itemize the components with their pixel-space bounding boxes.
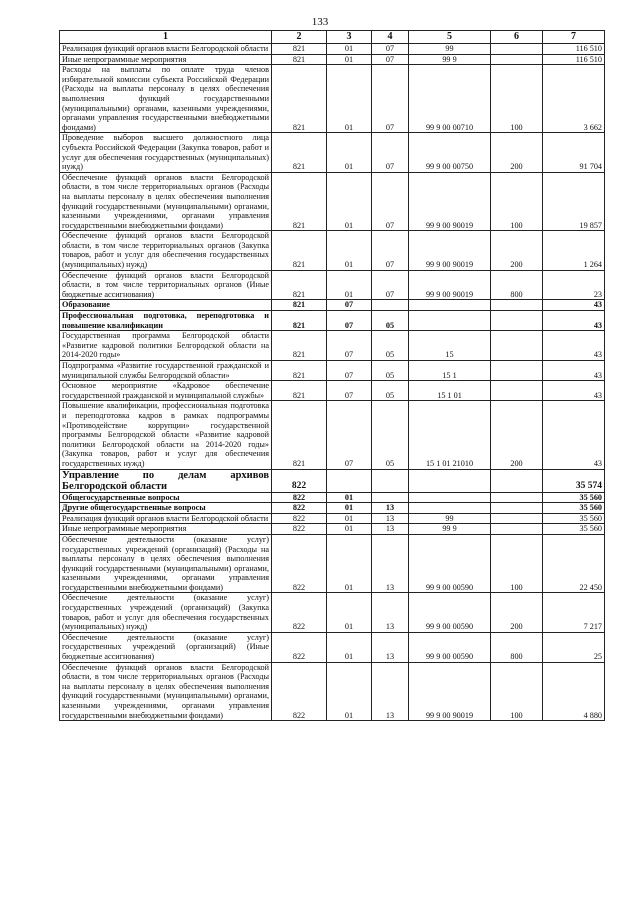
table-row: [60, 361, 605, 381]
amount: 1 264: [543, 231, 605, 270]
expense-type-code: [491, 331, 543, 361]
ministry-code: 822: [272, 632, 327, 662]
ministry-code: 822: [272, 593, 327, 632]
target-article-code: 99 9 00 90019: [409, 270, 491, 300]
header-row: [60, 31, 605, 44]
expense-type-code: [491, 311, 543, 331]
row-name: Реализация функций органов власти Белгородской области: [60, 44, 272, 55]
table-row: [60, 270, 605, 300]
expense-type-code: [491, 469, 543, 492]
target-article-code: 15 1 01: [409, 381, 491, 401]
ministry-code: 821: [272, 65, 327, 133]
amount: 43: [543, 300, 605, 311]
table-row: [60, 401, 605, 469]
target-article-code: 99 9 00 00710: [409, 65, 491, 133]
subsection-code: 13: [372, 503, 409, 514]
expense-type-code: [491, 513, 543, 524]
section-code: 07: [327, 401, 372, 469]
table-row: [60, 632, 605, 662]
row-name: Основное мероприятие «Кадровое обеспечение государственной гражданской и муниципальной службы»: [60, 381, 272, 401]
ministry-code: 822: [272, 492, 327, 503]
ministry-code: 821: [272, 331, 327, 361]
row-name: Расходы на выплаты по оплате труда членов избирательной комиссии субъекта Российской Федерации (Расходы на выплаты персоналу в целях обеспечения выполнения функций государственными (муниципальными) органами, казенными учреждениями, органами управления государственными внебюджетными фондами): [60, 65, 272, 133]
section-code: 07: [327, 311, 372, 331]
subsection-code: 05: [372, 311, 409, 331]
target-article-code: 15: [409, 331, 491, 361]
column-header: 1: [60, 31, 272, 44]
expense-type-code: 100: [491, 172, 543, 231]
target-article-code: 99 9 00 90019: [409, 231, 491, 270]
section-code: 01: [327, 65, 372, 133]
row-name: Иные непрограммные мероприятия: [60, 54, 272, 65]
amount: 35 560: [543, 513, 605, 524]
row-name: Общегосударственные вопросы: [60, 492, 272, 503]
row-name: Обеспечение функций органов власти Белгородской области, в том числе территориальных органов (Иные бюджетные ассигнования): [60, 270, 272, 300]
amount: 4 880: [543, 662, 605, 721]
amount: 116 510: [543, 44, 605, 55]
section-code: 01: [327, 492, 372, 503]
table-row: [60, 381, 605, 401]
row-name: Реализация функций органов власти Белгородской области: [60, 513, 272, 524]
subsection-code: 05: [372, 361, 409, 381]
expense-type-code: 800: [491, 632, 543, 662]
table-row: [60, 593, 605, 632]
subsection-code: 05: [372, 331, 409, 361]
amount: 19 857: [543, 172, 605, 231]
subsection-code: 13: [372, 534, 409, 593]
target-article-code: 99 9 00 00750: [409, 133, 491, 172]
row-name: Иные непрограммные мероприятия: [60, 524, 272, 535]
table-row: [60, 469, 605, 492]
expense-type-code: [491, 492, 543, 503]
column-header: 3: [327, 31, 372, 44]
table-row: [60, 54, 605, 65]
expense-type-code: [491, 361, 543, 381]
column-header: 5: [409, 31, 491, 44]
section-code: 07: [327, 300, 372, 311]
target-article-code: [409, 311, 491, 331]
row-name: Проведение выборов высшего должностного лица субъекта Российской Федерации (Закупка товаров, работ и услуг для обеспечения государственных (муниципальных) нужд): [60, 133, 272, 172]
table-row: [60, 133, 605, 172]
expense-type-code: 200: [491, 593, 543, 632]
amount: 43: [543, 381, 605, 401]
target-article-code: 99 9: [409, 54, 491, 65]
ministry-code: 822: [272, 513, 327, 524]
expense-type-code: [491, 54, 543, 65]
target-article-code: 99 9 00 00590: [409, 534, 491, 593]
subsection-code: 13: [372, 593, 409, 632]
table-row: [60, 331, 605, 361]
section-code: 01: [327, 503, 372, 514]
ministry-code: 822: [272, 503, 327, 514]
ministry-code: 821: [272, 361, 327, 381]
subsection-code: [372, 300, 409, 311]
row-name: Образование: [60, 300, 272, 311]
amount: 7 217: [543, 593, 605, 632]
amount: 25: [543, 632, 605, 662]
section-code: 01: [327, 172, 372, 231]
expense-type-code: 200: [491, 401, 543, 469]
ministry-code: 821: [272, 231, 327, 270]
amount: 43: [543, 311, 605, 331]
table-row: [60, 311, 605, 331]
expense-type-code: [491, 381, 543, 401]
section-code: 01: [327, 662, 372, 721]
amount: 35 574: [543, 469, 605, 492]
target-article-code: 99: [409, 44, 491, 55]
amount: 91 704: [543, 133, 605, 172]
column-header: 7: [543, 31, 605, 44]
section-code: 01: [327, 231, 372, 270]
section-code: 01: [327, 44, 372, 55]
amount: 35 560: [543, 492, 605, 503]
subsection-code: 07: [372, 231, 409, 270]
table-row: [60, 524, 605, 535]
amount: 23: [543, 270, 605, 300]
amount: 43: [543, 331, 605, 361]
subsection-code: [372, 469, 409, 492]
ministry-code: 821: [272, 270, 327, 300]
subsection-code: 13: [372, 632, 409, 662]
ministry-code: 822: [272, 534, 327, 593]
column-header: 6: [491, 31, 543, 44]
subsection-code: 07: [372, 54, 409, 65]
row-name: Управление по делам архивов Белгородской области: [60, 469, 272, 492]
section-code: 01: [327, 534, 372, 593]
budget-table: [59, 30, 605, 721]
row-name: Обеспечение деятельности (оказание услуг) государственных учреждений (организаций) (Иные бюджетные ассигнования): [60, 632, 272, 662]
target-article-code: [409, 492, 491, 503]
expense-type-code: 200: [491, 133, 543, 172]
row-name: Обеспечение функций органов власти Белгородской области, в том числе территориальных органов (Расходы на выплаты персоналу в целях обеспечения выполнения функций государственными (муниципальными) органами, казенными учреждениями, органами управления государственными внебюджетными фондами): [60, 662, 272, 721]
ministry-code: 822: [272, 469, 327, 492]
expense-type-code: [491, 300, 543, 311]
target-article-code: 99 9 00 00590: [409, 593, 491, 632]
expense-type-code: [491, 44, 543, 55]
amount: 43: [543, 401, 605, 469]
table-row: [60, 503, 605, 514]
subsection-code: 13: [372, 662, 409, 721]
ministry-code: 822: [272, 662, 327, 721]
table-row: [60, 172, 605, 231]
expense-type-code: 800: [491, 270, 543, 300]
table-row: [60, 492, 605, 503]
table-row: [60, 300, 605, 311]
target-article-code: 15 1: [409, 361, 491, 381]
section-code: 01: [327, 593, 372, 632]
subsection-code: 07: [372, 270, 409, 300]
subsection-code: 07: [372, 44, 409, 55]
subsection-code: 07: [372, 133, 409, 172]
expense-type-code: 200: [491, 231, 543, 270]
target-article-code: [409, 469, 491, 492]
table-row: [60, 231, 605, 270]
subsection-code: 05: [372, 381, 409, 401]
row-name: Профессиональная подготовка, переподготовка и повышение квалификации: [60, 311, 272, 331]
expense-type-code: [491, 503, 543, 514]
row-name: Другие общегосударственные вопросы: [60, 503, 272, 514]
target-article-code: 99 9 00 00590: [409, 632, 491, 662]
target-article-code: 99: [409, 513, 491, 524]
ministry-code: 821: [272, 300, 327, 311]
row-name: Обеспечение деятельности (оказание услуг) государственных учреждений (организаций) (Закупка товаров, работ и услуг для обеспечения государственных (муниципальных) нужд): [60, 593, 272, 632]
section-code: 07: [327, 331, 372, 361]
ministry-code: 821: [272, 401, 327, 469]
table-row: [60, 513, 605, 524]
amount: 116 510: [543, 54, 605, 65]
target-article-code: [409, 503, 491, 514]
section-code: 07: [327, 361, 372, 381]
row-name: Подпрограмма «Развитие государственной гражданской и муниципальной службы Белгородской области»: [60, 361, 272, 381]
ministry-code: 821: [272, 381, 327, 401]
ministry-code: 822: [272, 524, 327, 535]
table-row: [60, 44, 605, 55]
target-article-code: [409, 300, 491, 311]
subsection-code: 13: [372, 513, 409, 524]
subsection-code: 13: [372, 524, 409, 535]
column-header: 4: [372, 31, 409, 44]
row-name: Обеспечение деятельности (оказание услуг) государственных учреждений (организаций) (Расходы на выплаты персоналу в целях обеспечения выполнения функций государственными (муниципальными) органами, казенными учреждениями, органами управления государственными внебюджетными фондами): [60, 534, 272, 593]
amount: 35 560: [543, 524, 605, 535]
section-code: 01: [327, 513, 372, 524]
ministry-code: 821: [272, 311, 327, 331]
section-code: 01: [327, 270, 372, 300]
page-number: 133: [311, 16, 329, 28]
section-code: 01: [327, 133, 372, 172]
section-code: 01: [327, 632, 372, 662]
expense-type-code: 100: [491, 65, 543, 133]
subsection-code: 07: [372, 65, 409, 133]
section-code: 07: [327, 381, 372, 401]
section-code: [327, 469, 372, 492]
ministry-code: 821: [272, 172, 327, 231]
target-article-code: 99 9 00 90019: [409, 662, 491, 721]
section-code: 01: [327, 54, 372, 65]
table-row: [60, 65, 605, 133]
amount: 35 560: [543, 503, 605, 514]
target-article-code: 15 1 01 21010: [409, 401, 491, 469]
row-name: Повышение квалификации, профессиональная подготовка и переподготовка кадров в рамках подпрограммы «Противодействие коррупции» государственной программы Белгородской области «Развитие кадровой политики Белгородской области на 2014-2020 годы» (Закупка товаров, работ и услуг для обеспечения государственных нужд): [60, 401, 272, 469]
target-article-code: 99 9: [409, 524, 491, 535]
amount: 43: [543, 361, 605, 381]
table-row: [60, 662, 605, 721]
row-name: Государственная программа Белгородской области «Развитие кадровой политики Белгородской области на 2014-2020 годы»: [60, 331, 272, 361]
ministry-code: 821: [272, 133, 327, 172]
table-row: [60, 534, 605, 593]
section-code: 01: [327, 524, 372, 535]
subsection-code: 07: [372, 172, 409, 231]
target-article-code: 99 9 00 90019: [409, 172, 491, 231]
expense-type-code: [491, 524, 543, 535]
ministry-code: 821: [272, 44, 327, 55]
column-header: 2: [272, 31, 327, 44]
expense-type-code: 100: [491, 534, 543, 593]
subsection-code: 05: [372, 401, 409, 469]
row-name: Обеспечение функций органов власти Белгородской области, в том числе территориальных органов (Закупка товаров, работ и услуг для обеспечения государственных (муниципальных) нужд): [60, 231, 272, 270]
amount: 3 662: [543, 65, 605, 133]
subsection-code: [372, 492, 409, 503]
expense-type-code: 100: [491, 662, 543, 721]
ministry-code: 821: [272, 54, 327, 65]
row-name: Обеспечение функций органов власти Белгородской области, в том числе территориальных органов (Расходы на выплаты персоналу в целях обеспечения выполнения функций государственными (муниципальными) органами, казенными учреждениями, органами управления государственными внебюджетными фондами): [60, 172, 272, 231]
amount: 22 450: [543, 534, 605, 593]
